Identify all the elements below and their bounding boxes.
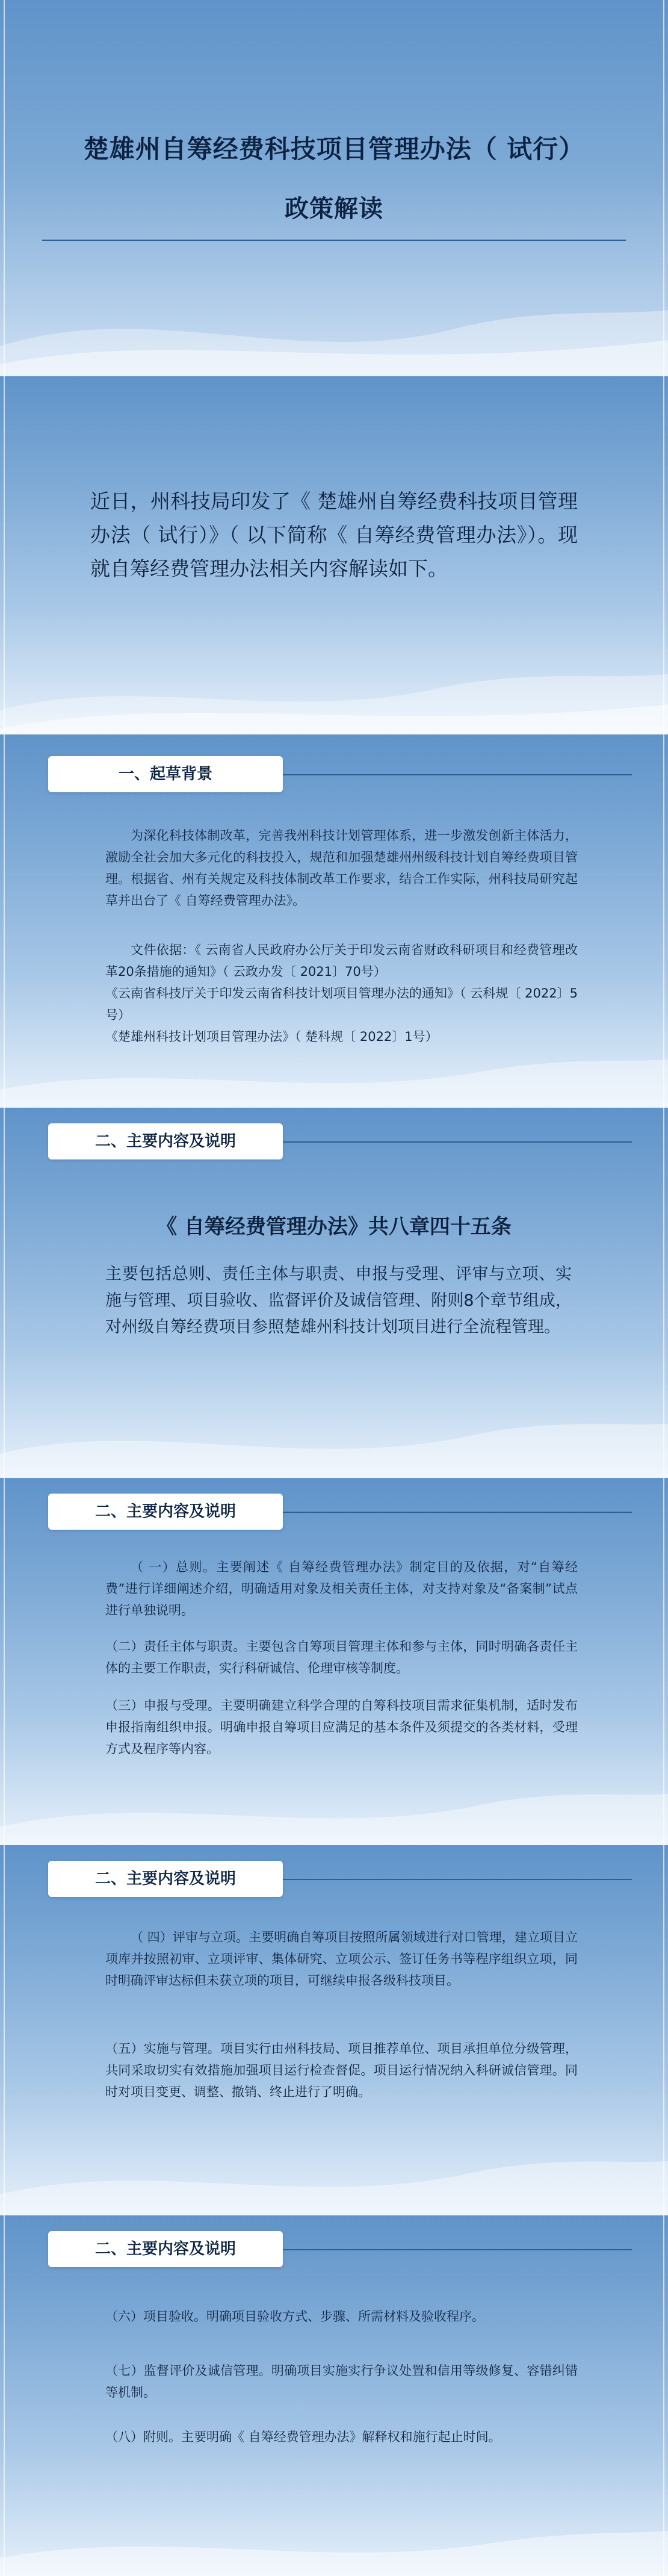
section-label-content: 二、主要内容及说明 bbox=[48, 2231, 283, 2267]
header-panel bbox=[0, 0, 668, 376]
basis-line: 《楚雄州科技计划项目管理办法》（ 楚科规〔 2022〕1号） bbox=[105, 1029, 438, 1044]
wave-decoration bbox=[0, 2113, 668, 2215]
section-divider bbox=[283, 1879, 632, 1880]
wave-decoration bbox=[0, 2474, 668, 2576]
section-label-content: 二、主要内容及说明 bbox=[48, 1861, 283, 1897]
section1-panel bbox=[0, 734, 668, 1108]
content-item: （二）责任主体与职责。主要包含自筹项目管理主体和参与主体，同时明确各责任主体的主要工作职责，实行科研诚信、伦理审核等制度。 bbox=[105, 1639, 578, 1675]
content-item: （七）监督评价及诚信管理。明确项目实施实行争议处置和信用等级修复、容错纠错等机制。 bbox=[105, 2363, 578, 2400]
content-summary: 主要包括总则、责任主体与职责、申报与受理、评审与立项、实施与管理、项目验收、监督评价及诚信管理、附则8个章节组成，对州级自筹经费项目参照楚雄州科技计划项目进行全流程管理。 bbox=[105, 1265, 572, 1336]
content-heading: 《 自筹经费管理办法》共八章四十五条 bbox=[156, 1215, 512, 1239]
content-item: （八）附则。主要明确《 自筹经费管理办法》解释权和施行起止时间。 bbox=[105, 2430, 501, 2444]
basis-line: 文件依据：《 云南省人民政府办公厅关于印发云南省财政科研项目和经费管理改革20条措施的通知》（ 云政办发〔 2021〕70号） bbox=[105, 943, 578, 979]
content-item: （三）申报与受理。主要明确建立科学合理的自筹科技项目需求征集机制，适时发布申报指南组织申报。明确申报自筹项目应满足的基本条件及须提交的各类材料，受理方式及程序等内容。 bbox=[105, 1698, 578, 1756]
section-label-content: 二、主要内容及说明 bbox=[48, 1494, 283, 1530]
wave-decoration bbox=[0, 1376, 668, 1478]
section5-panel bbox=[0, 2215, 668, 2576]
content-item: （六）项目验收。明确项目验收方式、步骤、所需材料及验收程序。 bbox=[105, 2309, 484, 2324]
title-divider bbox=[42, 240, 626, 241]
section-divider bbox=[283, 774, 632, 775]
section3-panel bbox=[0, 1478, 668, 1845]
page-subtitle: 政策解读 bbox=[285, 195, 383, 223]
intro-text: 近日，州科技局印发了《 楚雄州自筹经费科技项目管理办法（ 试行）》（ 以下简称《 自筹经费管理办法》）。现就自筹经费管理办法相关内容解读如下。 bbox=[90, 489, 578, 580]
content-item: （ 一）总则。主要阐述《 自筹经费管理办法》制定目的及依据，对“自筹经费”进行详细阐述介绍，明确适用对象及相关责任主体，对支持对象及“备案制”试点进行单独说明。 bbox=[105, 1560, 578, 1618]
wave-decoration bbox=[0, 1743, 668, 1845]
basis-line: 《云南省科技厅关于印发云南省科技计划项目管理办法的通知》（ 云科规〔 2022〕5号） bbox=[105, 986, 578, 1022]
section-label-background: 一、起草背景 bbox=[48, 756, 283, 792]
content-item: （五）实施与管理。项目实行由州科技局、项目推荐单位、项目承担单位分级管理，共同采取切实有效措施加强项目运行检查督促。项目运行情况纳入科研诚信管理。同时对项目变更、调整、撤销、终止进行了明确。 bbox=[105, 2041, 578, 2099]
section-label-content: 二、主要内容及说明 bbox=[48, 1123, 283, 1159]
background-paragraph: 为深化科技体制改革，完善我州科技计划管理体系，进一步激发创新主体活力，激励全社会加大多元化的科技投入，规范和加强楚雄州州级科技计划自筹经费项目管理。根据省、州有关规定及科技体制改革工作要求，结合工作实际，州科技局研究起草并出台了《 自筹经费管理办法》。 bbox=[105, 828, 578, 908]
section-divider bbox=[283, 1512, 632, 1513]
page-title: 楚雄州自筹经费科技项目管理办法（ 试行） bbox=[83, 134, 585, 164]
section2-panel bbox=[0, 1108, 668, 1478]
section4-panel bbox=[0, 1845, 668, 2215]
section-divider bbox=[283, 2249, 632, 2250]
section-divider bbox=[283, 1141, 632, 1143]
content-item: （ 四）评审与立项。主要明确自筹项目按照所属领域进行对口管理，建立项目立项库并按照初审、立项评审、集体研究、立项公示、签订任务书等程序组织立项，同时明确评审达标但未获立项的项目，可继续申报各级科技项目。 bbox=[105, 1930, 578, 1988]
wave-decoration bbox=[0, 274, 668, 376]
intro-panel bbox=[0, 376, 668, 734]
wave-decoration bbox=[0, 632, 668, 734]
wave-decoration bbox=[0, 1005, 668, 1108]
